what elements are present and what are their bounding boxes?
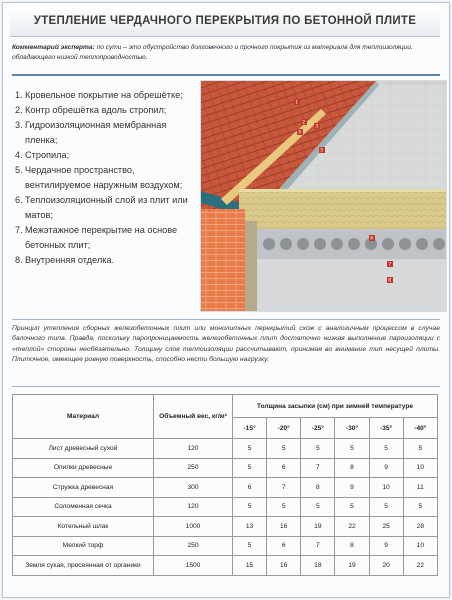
- thickness-value: 9: [369, 536, 403, 556]
- expert-comment-text: по сути – это обустройство долговечного и прочного покрытия из материала для теплоизоляции, обладающего низкой теплопроводностью.: [12, 44, 413, 61]
- thickness-value: 7: [301, 536, 335, 556]
- legend-item: [15, 193, 201, 223]
- thickness-value: 5: [233, 458, 267, 478]
- thickness-value: 8: [301, 478, 335, 498]
- legend-text: Стропила;: [25, 150, 70, 160]
- marker-label: 3: [315, 124, 319, 130]
- thickness-value: 5: [335, 439, 369, 459]
- thickness-value: 18: [301, 556, 335, 576]
- thickness-value: 5: [267, 439, 301, 459]
- thickness-value: 5: [403, 439, 437, 459]
- material-name: Соломенная сечка: [13, 497, 154, 517]
- material-name: Мелкий торф: [13, 536, 154, 556]
- thickness-value: 11: [403, 478, 437, 498]
- legend-item: [15, 88, 201, 103]
- legend-text: Кровельное покрытие на обрешётке;: [25, 90, 183, 100]
- thickness-value: 22: [335, 517, 369, 537]
- thickness-value: 5: [369, 439, 403, 459]
- legend-num: 1.: [15, 90, 23, 100]
- legend-text: Гидроизоляционная мембранная пленка;: [25, 120, 167, 145]
- thickness-value: 13: [233, 517, 267, 537]
- divider: [12, 319, 440, 320]
- legend-num: 6.: [15, 195, 23, 205]
- thickness-value: 7: [301, 458, 335, 478]
- thickness-value: 5: [301, 439, 335, 459]
- thickness-value: 22: [403, 556, 437, 576]
- expert-comment: [12, 43, 440, 63]
- thickness-value: 16: [267, 556, 301, 576]
- legend-item: [15, 253, 201, 268]
- table-row: [13, 536, 438, 556]
- legend-item: [15, 223, 201, 253]
- thickness-value: 5: [267, 497, 301, 517]
- thickness-value: 5: [233, 439, 267, 459]
- thickness-value: 6: [233, 478, 267, 498]
- header-weight: Объемный вес, кг/м³: [154, 395, 233, 439]
- divider: [12, 74, 440, 76]
- roof-section-illustration: [200, 80, 447, 312]
- material-weight: 120: [154, 497, 233, 517]
- legend-text: Теплоизоляционный слой из плит или матов;: [25, 195, 188, 220]
- thickness-value: 5: [233, 536, 267, 556]
- thickness-value: 5: [369, 497, 403, 517]
- marker-label: 1: [295, 100, 299, 106]
- legend-item: [15, 103, 201, 118]
- temp-header: -30°: [335, 418, 369, 439]
- material-weight: 250: [154, 458, 233, 478]
- thickness-value: 5: [233, 497, 267, 517]
- thickness-value: 5: [335, 497, 369, 517]
- thickness-value: 15: [233, 556, 267, 576]
- expert-comment-label: Комментарий эксперта:: [12, 44, 95, 51]
- header-material: Материал: [13, 395, 154, 439]
- thickness-value: 7: [267, 478, 301, 498]
- thickness-value: 19: [301, 517, 335, 537]
- marker-label: 7: [388, 262, 392, 268]
- table-row: [13, 556, 438, 576]
- thickness-value: 10: [403, 458, 437, 478]
- thickness-value: 9: [369, 458, 403, 478]
- temp-header: -40°: [403, 418, 437, 439]
- table-body: [13, 439, 438, 576]
- thickness-value: 16: [267, 517, 301, 537]
- divider: [12, 386, 440, 387]
- component-legend: [15, 88, 201, 268]
- table-row: [13, 458, 438, 478]
- thickness-value: 19: [335, 556, 369, 576]
- header-thickness: Толщина засыпки (см) при зимней температуре: [233, 395, 438, 418]
- page-title: УТЕПЛЕНИЕ ЧЕРДАЧНОГО ПЕРЕКРЫТИЯ ПО БЕТОННОЙ ПЛИТЕ: [10, 6, 440, 37]
- material-weight: 300: [154, 478, 233, 498]
- material-name: Стружка древесная: [13, 478, 154, 498]
- legend-text: Чердачное пространство, вентилируемое наружным воздухом;: [25, 165, 183, 190]
- legend-item: [15, 148, 201, 163]
- temp-header: -15°: [233, 418, 267, 439]
- material-name: Лист древесный сухой: [13, 439, 154, 459]
- material-weight: 250: [154, 536, 233, 556]
- thickness-value: 5: [301, 497, 335, 517]
- thickness-value: 9: [335, 478, 369, 498]
- legend-text: Внутренняя отделка.: [25, 255, 115, 265]
- thickness-value: 8: [335, 536, 369, 556]
- thickness-value: 20: [369, 556, 403, 576]
- legend-num: 2.: [15, 105, 23, 115]
- legend-num: 3.: [15, 120, 23, 130]
- legend-num: 8.: [15, 255, 23, 265]
- table-row: [13, 517, 438, 537]
- marker-label: 8: [388, 278, 392, 284]
- material-weight: 1500: [154, 556, 233, 576]
- thickness-value: 10: [369, 478, 403, 498]
- thickness-value: 5: [403, 497, 437, 517]
- table-header-row: [13, 395, 438, 418]
- temp-header: -25°: [301, 418, 335, 439]
- material-name: Земля сухая, просеянная от органики: [13, 556, 154, 576]
- thickness-value: 6: [267, 536, 301, 556]
- table-row: [13, 497, 438, 517]
- material-name: Опилки древесные: [13, 458, 154, 478]
- marker-label: 5: [320, 148, 324, 154]
- legend-num: 7.: [15, 225, 23, 235]
- material-name: Котельный шлак: [13, 517, 154, 537]
- roof-section-drawing: [201, 81, 446, 311]
- legend-text: Межэтажное перекрытие на основе бетонных плит;: [25, 225, 178, 250]
- legend-text: Контр обрешётка вдоль стропил;: [25, 105, 167, 115]
- marker-label: 2: [302, 120, 306, 126]
- table-row: [13, 478, 438, 498]
- temp-header: -35°: [369, 418, 403, 439]
- thickness-value: 6: [267, 458, 301, 478]
- material-weight: 120: [154, 439, 233, 459]
- legend-num: 4.: [15, 150, 23, 160]
- thickness-value: 8: [335, 458, 369, 478]
- marker-label: 6: [370, 236, 374, 242]
- table-row: [13, 439, 438, 459]
- insulation-thickness-table: [12, 394, 438, 576]
- legend-item: [15, 118, 201, 148]
- thickness-value: 25: [369, 517, 403, 537]
- description-paragraph: Принцип утепления сборных железобетонных плит или монолитных перекрытий схож с аналогичным процессом в случае балочного типа. Правда, поскольку паропроницаемость железобетонных плит достаточно низкая выполнение пароизоляции с «теплой» стороны необязательно. Толщину слоя теплоизоляции рассчитывают, принимая во внимание тип несущей плиты. Плиточное, имеющее ровную поверхность, способно нести большую нагрузку.: [12, 325, 440, 363]
- temp-header: -20°: [267, 418, 301, 439]
- thickness-value: 28: [403, 517, 437, 537]
- legend-item: [15, 163, 201, 193]
- material-weight: 1000: [154, 517, 233, 537]
- thickness-value: 10: [403, 536, 437, 556]
- marker-label: 4: [298, 130, 302, 136]
- legend-num: 5.: [15, 165, 23, 175]
